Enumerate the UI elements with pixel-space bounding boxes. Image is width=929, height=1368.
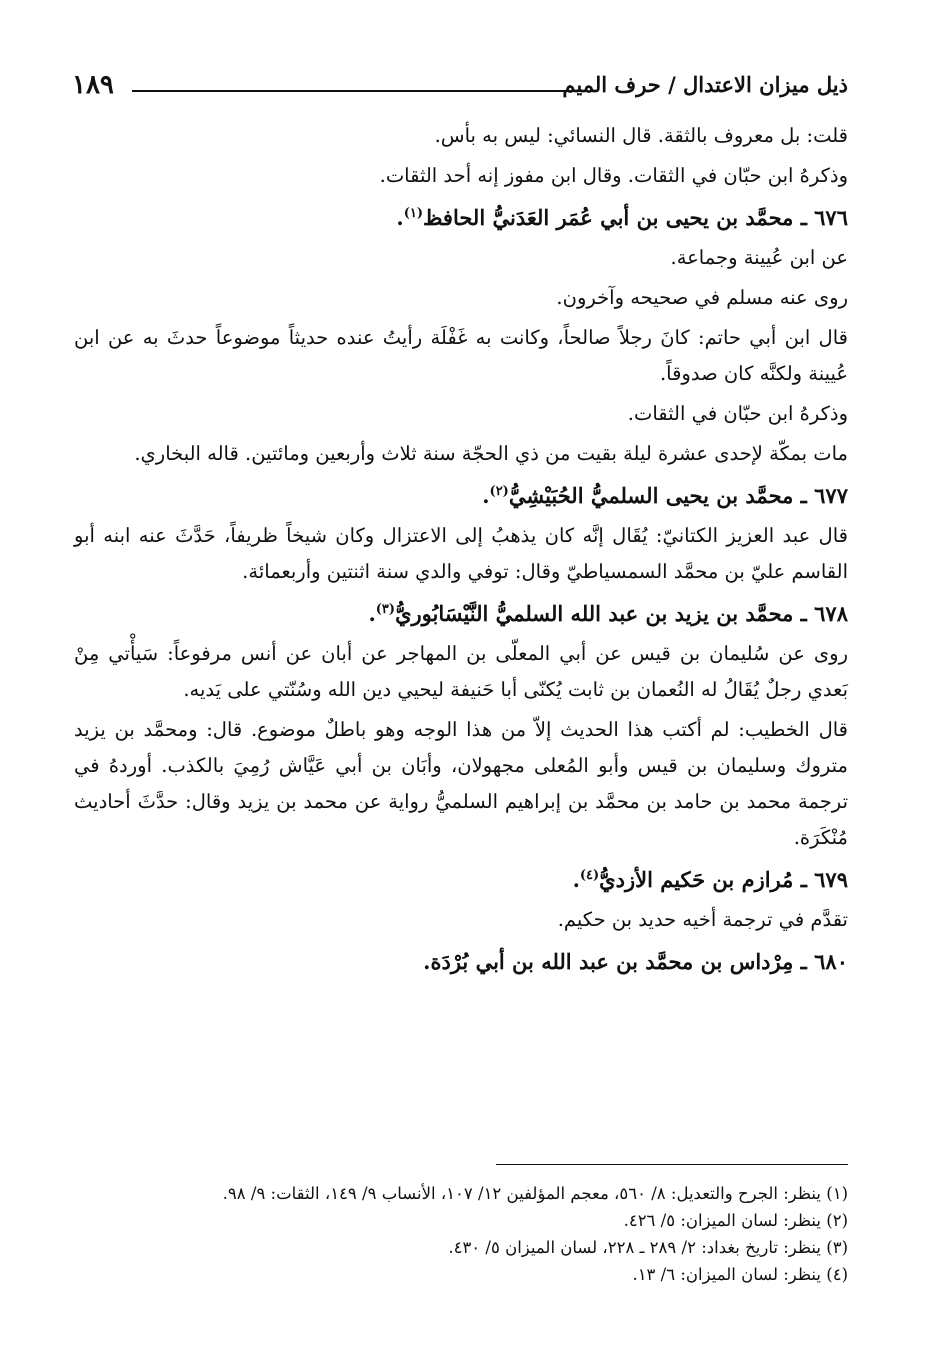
entry-title-tail: . xyxy=(368,601,376,626)
entry-title xyxy=(74,200,848,236)
body-paragraph: وذكرهُ ابن حبّان في الثقات. xyxy=(627,402,848,425)
entry-title xyxy=(74,596,848,632)
page-number: ١٨٩ xyxy=(72,70,114,100)
entry-title-text: ٦٨٠ ـ مِرْداس بن محمَّد بن عبد الله بن أبي بُرْدَة. xyxy=(423,949,848,974)
entry-title-tail: . xyxy=(572,867,580,892)
main-text xyxy=(74,118,848,984)
footnote-ref: (٤) xyxy=(579,868,600,883)
body-paragraph: قلت: بل معروف بالثقة. قال النسائي: ليس به بأس. xyxy=(434,124,848,147)
running-title: ذيل ميزان الاعتدال / حرف الميم xyxy=(562,72,848,97)
body-paragraph: قال الخطيب: لم أكتب هذا الحديث إلاّ من هذا الوجه وهو باطلٌ موضوع. قال: ومحمَّد بن يزيد متروك وسليمان بن قيس وأبو المُعلى مجهولان، وأبَان بن أبي عَيَّاش رُمِيَ بالكذب. أوردهُ في ترجمة محمد بن حامد بن محمَّد بن إبراهيم السلميُّ رواية عن محمد بن يزيد وقال: حدَّثَ أحاديث مُنْكَرَة. xyxy=(74,718,848,849)
entry-title-text: ٦٧٩ ـ مُرازم بن حَكيم الأزديُّ xyxy=(599,867,848,892)
body-paragraph: مات بمكّة لإحدى عشرة ليلة بقيت من ذي الحجّة سنة ثلاث وأربعين ومائتين. قاله البخاري. xyxy=(134,442,848,465)
page-header xyxy=(72,68,848,102)
body-paragraph: روى عن سُليمان بن قيس عن أبي المعلّى بن المهاجر عن أبان عن أنس مرفوعاً: سَيأْتي مِنْ بَعدي رجلٌ يُقَالُ له النُعمان بن ثابت يُكنّى أبا حَنيفة ليحيي دين الله وسُنّتي على يَديه. xyxy=(74,642,848,701)
footnote: (٣) ينظر: تاريخ بغداد: ٢/ ٢٨٩ ـ ٢٢٨، لسان الميزان ٥/ ٤٣٠. xyxy=(448,1238,848,1257)
entry-title-tail: . xyxy=(396,205,404,230)
body-paragraph: قال ابن أبي حاتم: كانَ رجلاً صالحاً، وكانت به غَفْلَة رأيتُ عنده حديثاً موضوعاً حدثَ به عن ابن عُيينة ولكنَّه كان صدوقاً. xyxy=(74,326,848,385)
footnotes xyxy=(88,1180,848,1288)
body-paragraph: وذكرهُ ابن حبّان في الثقات. وقال ابن مفوز إنه أحد الثقات. xyxy=(379,164,848,187)
footnote-ref: (١) xyxy=(403,206,423,221)
entry-title xyxy=(74,862,848,898)
header-rule xyxy=(132,90,582,92)
entry-title-text: ٦٧٦ ـ محمَّد بن يحيى بن أبي عُمَر العَدَنيُّ الحافظ xyxy=(423,205,848,230)
entry-title xyxy=(74,944,848,980)
footnote: (٢) ينظر: لسان الميزان: ٥/ ٤٢٦. xyxy=(623,1211,848,1230)
footnote-rule xyxy=(496,1164,848,1165)
entry-title xyxy=(74,478,848,514)
footnote-ref: (٢) xyxy=(489,484,509,499)
body-paragraph: روى عنه مسلم في صحيحه وآخرون. xyxy=(556,286,848,309)
body-paragraph: عن ابن عُيينة وجماعة. xyxy=(670,246,848,269)
entry-title-text: ٦٧٨ ـ محمَّد بن يزيد بن عبد الله السلميُّ النَّيْسَابُوريُّ xyxy=(395,601,848,626)
body-paragraph: تقدَّم في ترجمة أخيه حديد بن حكيم. xyxy=(557,908,848,931)
footnote: (١) ينظر: الجرح والتعديل: ٨/ ٥٦٠، معجم المؤلفين ١٢/ ١٠٧، الأنساب ٩/ ١٤٩، الثقات: ٩/ ٩٨. xyxy=(222,1184,848,1203)
footnote: (٤) ينظر: لسان الميزان: ٦/ ١٣. xyxy=(632,1265,848,1284)
entry-title-tail: . xyxy=(482,483,490,508)
footnote-ref: (٣) xyxy=(375,602,396,617)
entry-title-text: ٦٧٧ ـ محمَّد بن يحيى السلميُّ الحُبَيْشِيُّ xyxy=(508,483,848,508)
body-paragraph: قال عبد العزيز الكتانيّ: يُقَال إنَّه كان يذهبُ إلى الاعتزال وكان شيخاً ظريفاً، حَدَّثَ عنه ابنه أبو القاسم عليّ بن محمَّد السمسياطيّ وقال: توفي والدي سنة اثنتين وأربعمائة. xyxy=(74,524,848,583)
